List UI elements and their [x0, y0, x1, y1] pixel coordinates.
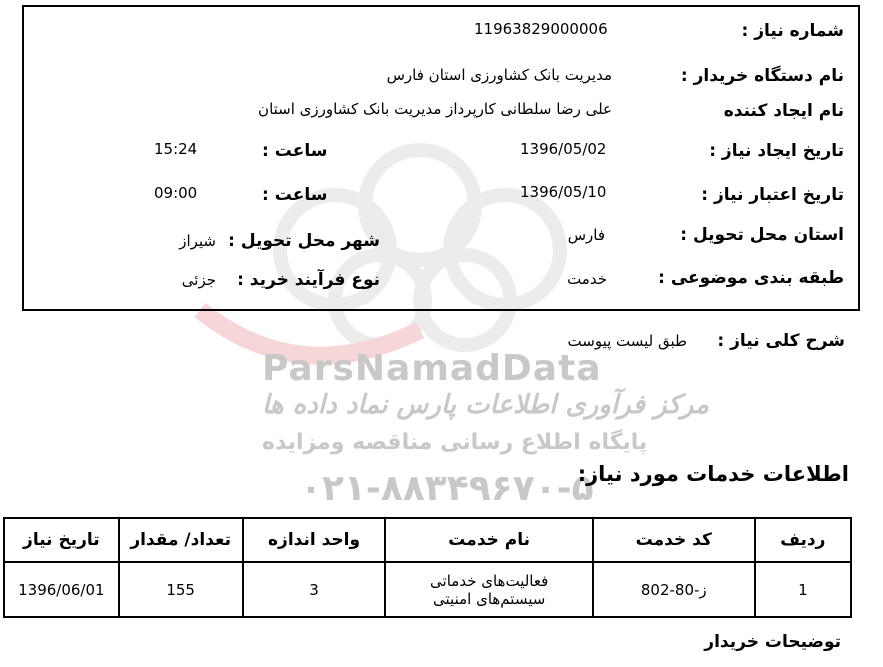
description-label: شرح کلی نیاز : [717, 331, 845, 351]
cell-date: 1396/06/01 [4, 562, 119, 617]
created-time-label: ساعت : [262, 141, 328, 161]
buyer-notes-label: توضیحات خریدار [704, 632, 841, 652]
watermark-line2: مرکز فرآوری اطلاعات پارس نماد داده ها [262, 390, 709, 420]
created-date-value: 1396/05/02 [520, 140, 607, 158]
cell-name [385, 562, 592, 617]
valid-time-value: 09:00 [154, 184, 198, 202]
cell-row: 1 [755, 562, 851, 617]
province-label: استان محل تحویل : [680, 225, 844, 245]
process-label: نوع فرآیند خرید : [237, 270, 380, 290]
col-row: ردیف [755, 518, 851, 562]
watermark-phone: ۰۲۱-۸۸۳۴۹۶۷۰-۵ [300, 468, 594, 509]
cell-name-line1: فعالیت‌های خدماتی [430, 571, 549, 590]
cell-name-line2: سیستم‌های امنیتی [433, 589, 546, 608]
cell-quantity: 155 [119, 562, 243, 617]
col-quantity: تعداد/ مقدار [119, 518, 243, 562]
need-info-box [22, 5, 860, 311]
services-table [3, 517, 852, 618]
province-value: فارس [567, 226, 605, 244]
buyer-value: مدیریت بانک کشاورزی استان فارس [386, 66, 612, 84]
col-name: نام خدمت [385, 518, 592, 562]
city-value: شیراز [179, 232, 216, 250]
col-unit: واحد اندازه [243, 518, 386, 562]
description-value: طبق لیست پیوست [567, 332, 687, 350]
city-label: شهر محل تحویل : [228, 231, 380, 251]
process-value: جزئی [181, 271, 216, 289]
watermark-line3: پایگاه اطلاع رسانی مناقصه ومزایده [262, 430, 648, 455]
category-label: طبقه بندی موضوعی : [658, 268, 844, 288]
need-number-value: 11963829000006 [474, 20, 608, 38]
table-row [4, 562, 851, 617]
created-date-label: تاریخ ایجاد نیاز : [709, 141, 844, 161]
watermark-brand: ParsNamadData [262, 348, 602, 389]
cell-unit: 3 [243, 562, 386, 617]
table-header-row [4, 518, 851, 562]
services-title: اطلاعات خدمات مورد نیاز: [577, 462, 849, 486]
cell-code: ز-80-802 [593, 562, 755, 617]
col-date: تاریخ نیاز [4, 518, 119, 562]
valid-date-label: تاریخ اعتبار نیاز : [701, 185, 844, 205]
category-value: خدمت [567, 270, 607, 288]
created-time-value: 15:24 [154, 140, 198, 158]
creator-label: نام ایجاد کننده [723, 101, 844, 121]
valid-time-label: ساعت : [262, 185, 328, 205]
buyer-label: نام دستگاه خریدار : [680, 66, 844, 86]
need-number-label: شماره نیاز : [741, 21, 844, 41]
valid-date-value: 1396/05/10 [520, 183, 607, 201]
col-code: کد خدمت [593, 518, 755, 562]
creator-value: علی رضا سلطانی کارپرداز مدیریت بانک کشاورزی استان [258, 100, 612, 118]
